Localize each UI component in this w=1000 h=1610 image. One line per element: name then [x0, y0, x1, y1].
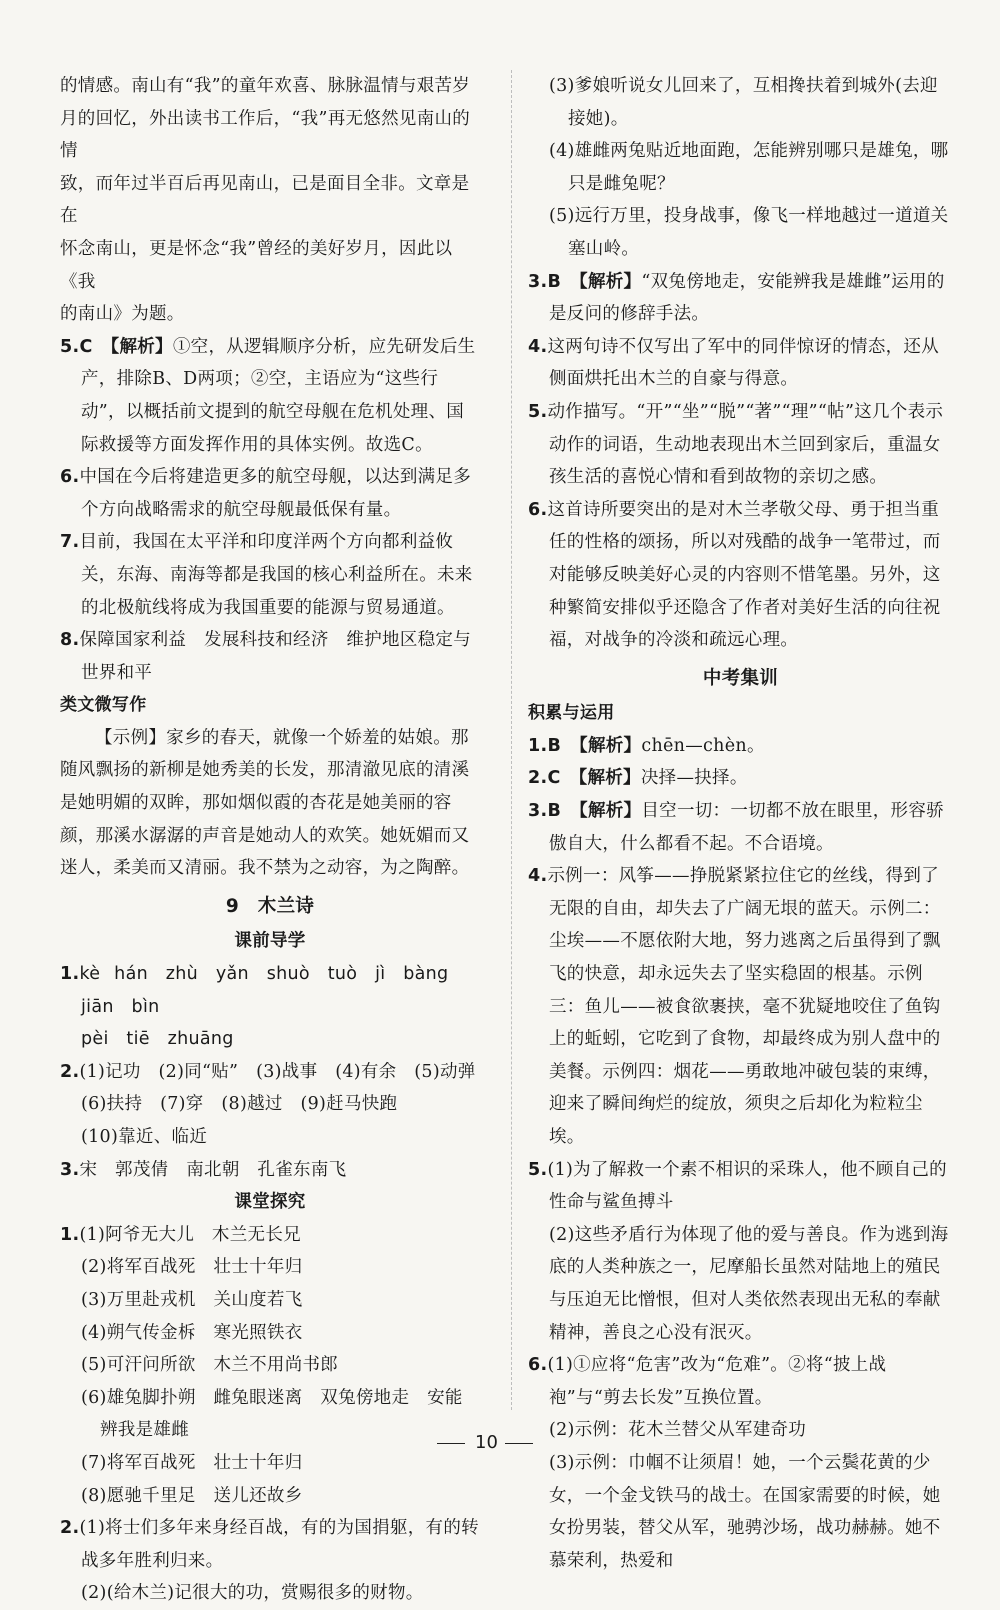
intro-line: 怀念南山，更是怀念“我”曾经的美好岁月，因此以《我 [60, 238, 453, 292]
answer-line: (6)雄兔脚扑朔 雌兔眼迷离 双兔傍地走 安能辨我是雄雌 [81, 1387, 463, 1441]
answer-item: 1.B 【解析】chēn—chèn。 [528, 735, 765, 756]
answer-item: 3.B 【解析】目空一切：一切都不放在眼里，形容骄傲自大，什么都看不起。不合语境。 [528, 801, 944, 854]
answer-line: (4)雄雌两兔贴近地面跑，怎能辨别哪只是雄兔，哪只是雌兔呢？ [549, 141, 949, 194]
answer-item: 6.(1)①应将“危害”改为“危难”。②将“披上战袍”与“剪去长发”互换位置。 [528, 1355, 887, 1408]
answer-item: 6.这首诗所要突出的是对木兰孝敬父母、勇于担当重任的性格的颂扬，所以对残酷的战争一笔带过，而对能够反映美好心灵的内容则不惜笔墨。另外，这种繁简安排似乎还隐含了作者对美好生活的向往祝福，对战争的冷淡和疏远心理。 [528, 499, 941, 651]
answer-line: (6)扶持 (7)穿 (8)越过 (9)赶马快跑 [81, 1094, 398, 1115]
left-column [60, 70, 480, 1610]
answer-line: (5)远行万里，投身战事，像飞一样地越过一道道关塞山岭。 [549, 206, 949, 259]
answer-item: 2.(1)记功 (2)同“贴” (3)战事 (4)有余 (5)动弹 [60, 1061, 476, 1082]
answer-line: (2)将军百战死 壮士十年归 [81, 1257, 303, 1278]
answer-item: 2.(1)将士们多年来身经百战，有的为国捐躯，有的转战多年胜利归来。 [60, 1518, 479, 1571]
intro-line: 致，而年过半百后再见南山，已是面目全非。文章是在 [60, 173, 470, 227]
intro-line: 的南山》为题。 [60, 304, 185, 325]
section-heading: 课堂探究 [234, 1192, 306, 1213]
section-heading: 类文微写作 [60, 695, 147, 716]
section-heading: 课前导学 [234, 931, 306, 952]
answer-item: 3.B 【解析】“双兔傍地走，安能辨我是雄雌”运用的是反问的修辞手法。 [528, 271, 945, 325]
answer-item: 6.中国在今后将建造更多的航空母舰，以达到满足多个方向战略需求的航空母舰最低保有量。 [60, 467, 472, 520]
answer-line: (10)靠近、临近 [81, 1127, 208, 1147]
answer-line: (4)朔气传金柝 寒光照铁衣 [81, 1322, 303, 1343]
page-number-rule [437, 1443, 465, 1444]
answer-line: (3)示例：巾帼不让须眉！她，一个云鬓花黄的少女，一个金戈铁马的战士。在国家需要的时候，她女扮男装，替父从军，驰骋沙场，战功赫赫。她不慕荣利，热爱和 [549, 1452, 941, 1571]
answer-line: (8)愿驰千里足 送儿还故乡 [81, 1485, 303, 1506]
answer-line: (2)示例：花木兰替父从军建奇功 [549, 1420, 807, 1441]
intro-line: 月的回忆，外出读书工作后，“我”再无悠然见南山的情 [60, 108, 471, 162]
page-number: 10 [475, 1432, 498, 1453]
answer-line: (3)爹娘听说女儿回来了，互相搀扶着到城外(去迎接她)。 [549, 76, 938, 129]
answer-item: 5.(1)为了解救一个素不相识的采珠人，他不顾自己的性命与鲨鱼搏斗 [528, 1159, 947, 1213]
answer-item: 5.C 【解析】①空，从逻辑顺序分析，应先研发后生产，排除B、D两项；②空，主语应为“这些行动”，以概括前文提到的航空母舰在危机处理、国际救援等方面发挥作用的具体实例。故选C。 [60, 336, 476, 455]
writing-sample: 【示例】家乡的春天，就像一个娇羞的姑娘。那随风飘扬的新柳是她秀美的长发，那清澈见底的清溪是她明媚的双眸，那如烟似霞的杏花是她美丽的容颜，那溪水潺潺的声音是她动人的欢笑。她妩媚而又迷人，柔美而又清丽。我不禁为之动容，为之陶醉。 [60, 727, 470, 879]
answer-line: (3)万里赴戎机 关山度若飞 [81, 1289, 303, 1310]
answer-item: 5.动作描写。“开”“坐”“脱”“著”“理”“帖”这几个表示动作的词语，生动地表现出木兰回到家后，重温女孩生活的喜悦心情和看到故物的亲切之感。 [528, 401, 944, 488]
answer-line: (2)这些矛盾行为体现了他的爱与善良。作为逃到海底的人类种族之一，尼摩船长虽然对陆地上的殖民与压迫无比憎恨，但对人类依然表现出无私的奉献精神，善良之心没有泯灭。 [549, 1224, 949, 1343]
answer-item: 1.(1)阿爷无大儿 木兰无长兄 [60, 1224, 301, 1245]
intro-line: 的情感。南山有“我”的童年欢喜、脉脉温情与艰苦岁 [60, 76, 471, 96]
answer-item: 2.C 【解析】决择—抉择。 [528, 768, 748, 789]
answer-line: (5)可汗问所欲 木兰不用尚书郎 [81, 1355, 339, 1376]
answer-item: 1.kè hán zhù yǎn shuò tuò jì bàng jiān bìn [60, 964, 467, 1017]
column-divider [511, 70, 512, 1410]
answer-item: 4.示例一：风筝——挣脱紧紧拉住它的丝线，得到了无限的自由，却失去了广阔无垠的蓝天。示例二：尘埃——不愿依附大地，努力逃离之后虽得到了飘飞的快意，却永远失去了坚实稳固的根基。示例三：鱼儿——被食欲裹挟，毫不犹疑地咬住了鱼钩上的蚯蚓，它吃到了食物，却最终成为别人盘中的美餐。示例四：烟花——勇敢地冲破包装的束缚，迎来了瞬间绚烂的绽放，须臾之后却化为粒粒尘埃。 [528, 866, 941, 1147]
answer-line: (7)将军百战死 壮士十年归 [81, 1452, 303, 1473]
section-heading: 积累与运用 [528, 703, 615, 724]
answer-item: 4.这两句诗不仅写出了军中的同伴惊讶的情态，还从侧面烘托出木兰的自豪与得意。 [528, 336, 940, 390]
pinyin-line: pèi tiē zhuāng [81, 1029, 234, 1050]
answer-item: 8.保障国家利益 发展科技和经济 维护地区稳定与世界和平 [60, 630, 472, 683]
page-number-rule [505, 1443, 533, 1444]
section-title: 中考集训 [702, 667, 779, 689]
answer-line: (2)(给木兰)记很大的功，赏赐很多的财物。 [81, 1583, 424, 1604]
lesson-title: 9 木兰诗 [225, 895, 315, 917]
answer-item: 7.目前，我国在太平洋和印度洋两个方向都利益攸关，东海、南海等都是我国的核心利益所在。未来的北极航线将成为我国重要的能源与贸易通道。 [60, 532, 473, 618]
answer-item: 3.宋 郭茂倩 南北朝 孔雀东南飞 [60, 1159, 347, 1180]
right-column [528, 70, 953, 1577]
